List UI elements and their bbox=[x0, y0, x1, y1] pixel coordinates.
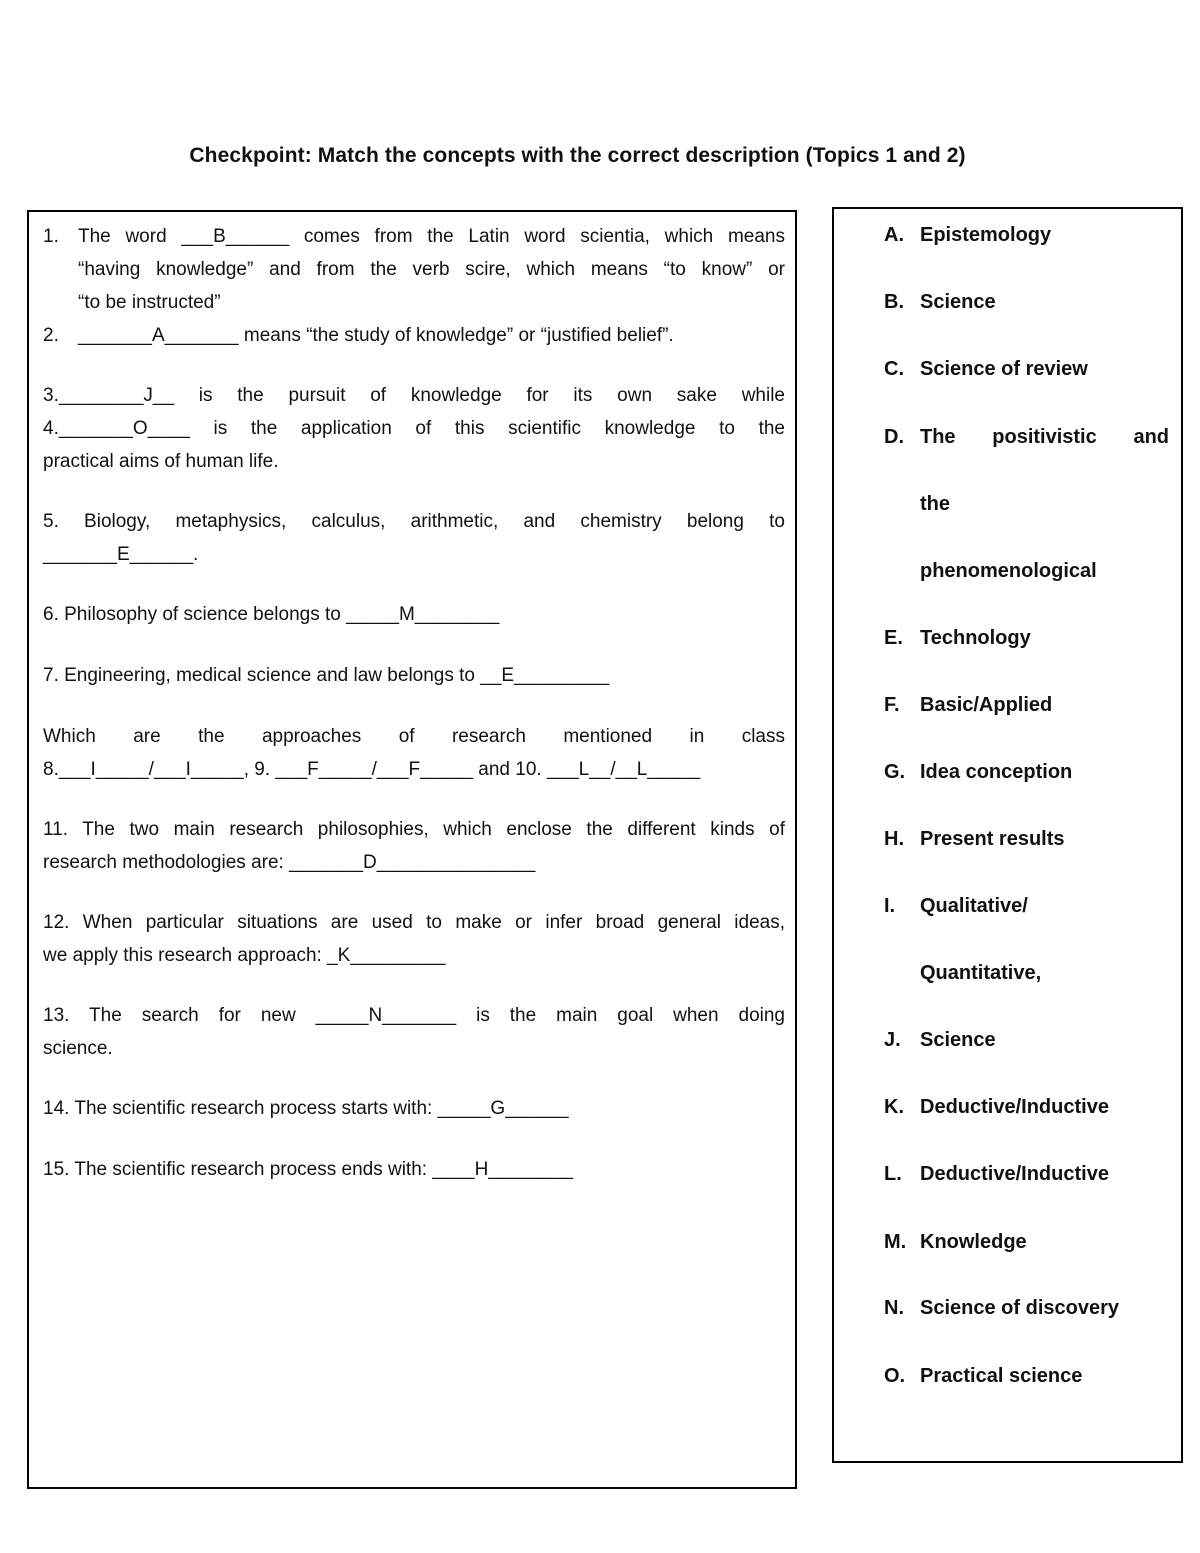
question-7 bbox=[43, 659, 785, 692]
question-text: 7. Engineering, medical science and law belongs to __E_________ bbox=[43, 665, 610, 686]
answer-letter: O. bbox=[884, 1365, 906, 1387]
answer-text: Science of discovery bbox=[920, 1297, 1119, 1319]
answer-b bbox=[884, 269, 1169, 336]
question-text: Which are the approaches of research mentioned in class bbox=[43, 726, 785, 747]
answer-letter: E. bbox=[884, 627, 903, 649]
answer-letter: A. bbox=[884, 224, 904, 246]
answer-letter: M. bbox=[884, 1231, 907, 1253]
question-2 bbox=[43, 319, 785, 352]
question-text: 15. The scientific research process ends with: ____H________ bbox=[43, 1159, 573, 1180]
answer-text: phenomenological bbox=[920, 560, 1097, 582]
questions-box bbox=[27, 210, 797, 1489]
answer-letter: N. bbox=[884, 1297, 904, 1319]
answer-letter: D. bbox=[884, 426, 904, 448]
question-text: 13. The search for new _____N_______ is the main goal when doing bbox=[43, 1005, 785, 1026]
answer-h bbox=[884, 806, 1169, 873]
answer-j bbox=[884, 1007, 1169, 1074]
answer-text: Deductive/Inductive bbox=[920, 1163, 1109, 1185]
question-6 bbox=[43, 598, 785, 631]
question-text: 8.___I_____/___I_____, 9. ___F_____/___F_____ and 10. ___L__/__L_____ bbox=[43, 759, 701, 780]
question-text: 11. The two main research philosophies, which enclose the different kinds of bbox=[43, 819, 785, 840]
answer-m bbox=[884, 1209, 1169, 1276]
question-5 bbox=[43, 505, 785, 571]
answer-text: Technology bbox=[920, 627, 1031, 649]
answer-letter: G. bbox=[884, 761, 906, 783]
answer-text: Science bbox=[920, 291, 996, 313]
answer-text: Epistemology bbox=[920, 224, 1052, 246]
question-14 bbox=[43, 1092, 785, 1125]
question-text: 12. When particular situations are used to make or infer broad general ideas, bbox=[43, 912, 785, 933]
answer-text: Science bbox=[920, 1029, 996, 1051]
answer-text: Present results bbox=[920, 828, 1065, 850]
answer-text: the bbox=[920, 493, 950, 515]
answer-letter: B. bbox=[884, 291, 904, 313]
question-13 bbox=[43, 999, 785, 1065]
answer-text: Knowledge bbox=[920, 1231, 1027, 1253]
question-text: 14. The scientific research process starts with: _____G______ bbox=[43, 1098, 569, 1119]
answer-letter: F. bbox=[884, 694, 900, 716]
question-text: science. bbox=[43, 1038, 113, 1059]
answer-a bbox=[884, 202, 1169, 269]
answer-n bbox=[884, 1275, 1169, 1342]
question-8-10 bbox=[43, 720, 785, 786]
answer-text: Qualitative/ bbox=[920, 895, 1028, 917]
answer-i bbox=[884, 873, 1169, 1007]
question-1 bbox=[43, 220, 785, 319]
question-text: 5. Biology, metaphysics, calculus, arithmetic, and chemistry belong to bbox=[43, 511, 785, 532]
answer-text: Deductive/Inductive bbox=[920, 1096, 1109, 1118]
question-text: 4._______O____ is the application of this scientific knowledge to the bbox=[43, 418, 785, 439]
question-text: research methodologies are: _______D_______________ bbox=[43, 852, 536, 873]
question-text: practical aims of human life. bbox=[43, 451, 279, 472]
answers-box bbox=[832, 207, 1183, 1463]
answer-text: Quantitative, bbox=[920, 962, 1042, 984]
answer-text: Idea conception bbox=[920, 761, 1073, 783]
answer-text: Basic/Applied bbox=[920, 694, 1053, 716]
question-text: _______E______. bbox=[43, 544, 199, 565]
answer-letter: L. bbox=[884, 1163, 902, 1185]
question-text: 6. Philosophy of science belongs to _____M________ bbox=[43, 604, 500, 625]
answer-l bbox=[884, 1141, 1169, 1208]
question-3-4 bbox=[43, 379, 785, 478]
answer-f bbox=[884, 672, 1169, 739]
question-text: 3.________J__ is the pursuit of knowledge for its own sake while bbox=[43, 385, 785, 406]
question-text: _______A_______ means “the study of knowledge” or “justified belief”. bbox=[78, 325, 674, 346]
answer-d bbox=[884, 404, 1169, 605]
answer-letter: I. bbox=[884, 895, 896, 917]
question-12 bbox=[43, 906, 785, 972]
answer-letter: K. bbox=[884, 1096, 904, 1118]
answer-letter: J. bbox=[884, 1029, 901, 1051]
answer-letter: H. bbox=[884, 828, 904, 850]
answer-e bbox=[884, 605, 1169, 672]
question-text: “to be instructed” bbox=[78, 292, 221, 313]
answer-k bbox=[884, 1074, 1169, 1141]
answer-g bbox=[884, 739, 1169, 806]
answer-c bbox=[884, 336, 1169, 403]
question-number: 1. bbox=[43, 226, 59, 247]
answer-letter: C. bbox=[884, 358, 904, 380]
question-number: 2. bbox=[43, 325, 59, 346]
answer-text: Science of review bbox=[920, 358, 1088, 380]
answer-text: Practical science bbox=[920, 1365, 1083, 1387]
question-11 bbox=[43, 813, 785, 879]
answer-text: The positivistic and bbox=[920, 426, 1169, 448]
question-15 bbox=[43, 1153, 785, 1186]
question-text: we apply this research approach: _K_________ bbox=[43, 945, 446, 966]
answer-o bbox=[884, 1343, 1169, 1410]
page-title: Checkpoint: Match the concepts with the correct description (Topics 1 and 2) bbox=[189, 144, 966, 167]
question-text: “having knowledge” and from the verb scire, which means “to know” or bbox=[78, 259, 785, 280]
question-text: The word ___B______ comes from the Latin word scientia, which means bbox=[78, 226, 785, 247]
